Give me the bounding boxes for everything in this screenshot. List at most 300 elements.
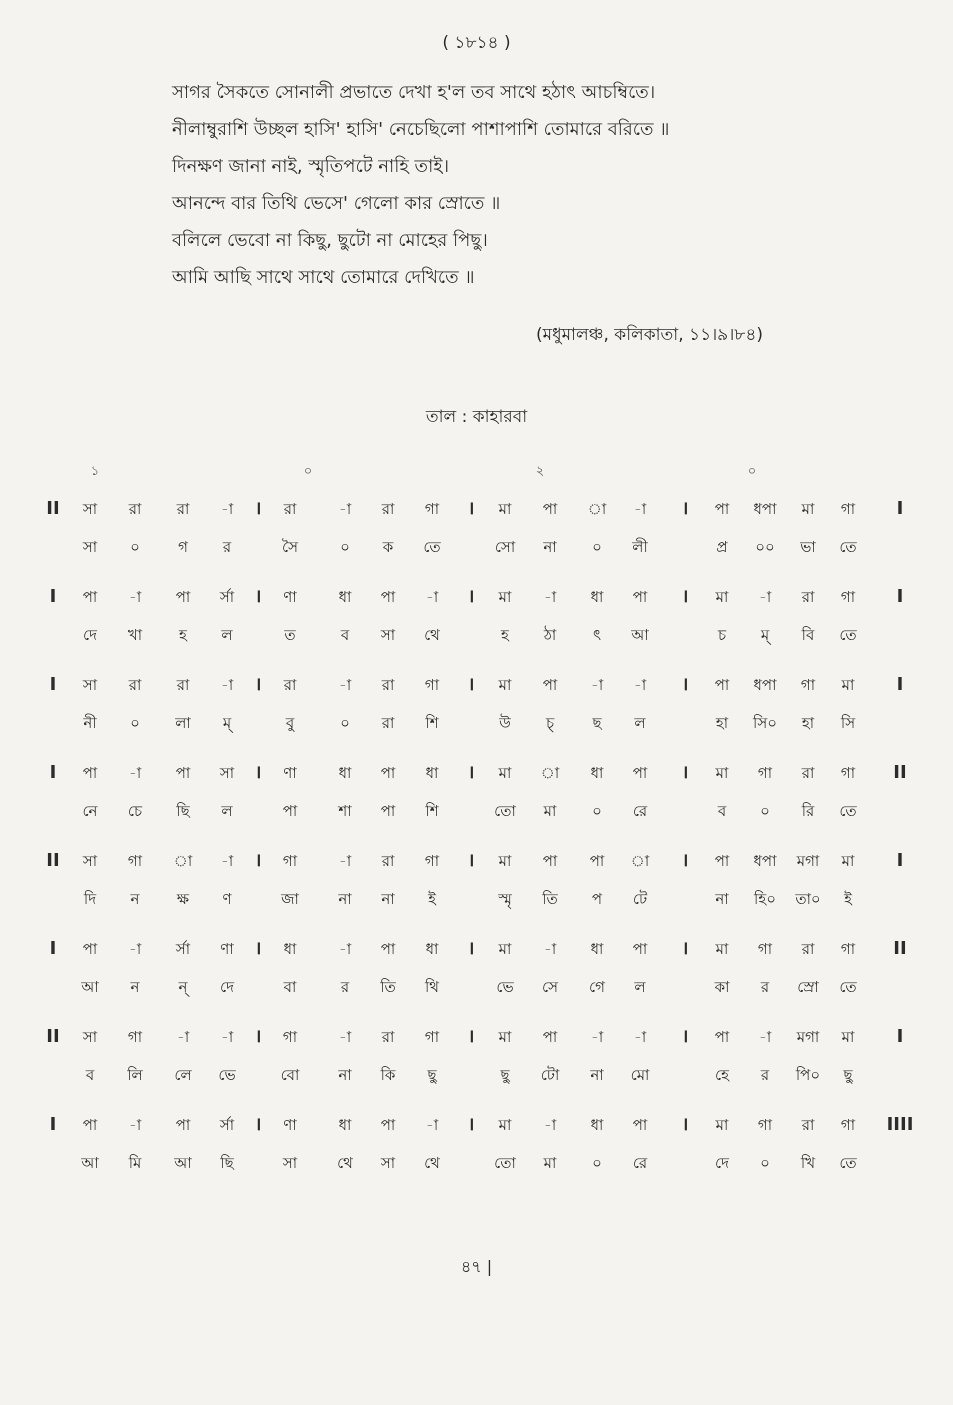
swara-note: ধা <box>283 940 297 958</box>
swara-note: পা <box>175 764 191 782</box>
swara-note: া <box>630 852 650 870</box>
swara-note: -া <box>128 588 142 606</box>
lyric-syllable: সি <box>840 714 856 732</box>
taal-heading: তাল : কাহারবা <box>425 407 528 427</box>
lyric-syllable: না <box>590 1066 604 1084</box>
lyric-syllable: সা <box>380 626 396 644</box>
lyric-syllable: ছু <box>843 1066 853 1084</box>
swara-note: -া <box>338 500 352 518</box>
swara-note: সা <box>82 676 98 694</box>
lyric-syllable: ল <box>634 714 646 732</box>
lyric-syllable: ছু <box>427 1066 437 1084</box>
lyric-syllable: তে <box>839 1154 857 1172</box>
lyric-syllable: ছ <box>592 714 602 732</box>
lyric-syllable: ভা <box>800 538 816 556</box>
lyric-syllable: স্রো <box>797 978 819 996</box>
lyric-syllable: ক্ষ <box>176 890 190 908</box>
bar-line: । <box>254 498 262 519</box>
bar-line: । <box>681 762 689 783</box>
swara-note: গা <box>282 1028 298 1046</box>
swara-note: -া <box>128 940 142 958</box>
bar-line: । <box>254 586 262 607</box>
swara-note: া <box>173 852 193 870</box>
lyric-syllable: না <box>543 538 557 556</box>
lyric-syllable: হে <box>715 1066 729 1084</box>
swara-note: -া <box>220 500 234 518</box>
swara-note: মা <box>841 676 855 694</box>
swara-note: -া <box>425 588 439 606</box>
swara-note: রা <box>801 940 815 958</box>
lyric-syllable: বি <box>801 626 815 644</box>
lyric-syllable: থি <box>424 978 440 996</box>
bar-line: । <box>681 1114 689 1135</box>
swara-note: মা <box>715 764 729 782</box>
swara-note: ধা <box>590 588 604 606</box>
lyric-syllable: ন্ <box>178 978 188 996</box>
swara-note: পা <box>175 1116 191 1134</box>
swara-note: গা <box>424 852 440 870</box>
lyric-syllable: উ <box>499 714 511 732</box>
bar-line: । <box>254 674 262 695</box>
swara-note: -া <box>220 676 234 694</box>
bar-line: । <box>467 586 475 607</box>
lyric-syllable: দে <box>715 1154 729 1172</box>
bar-line: । <box>681 586 689 607</box>
lyric-syllable: জা <box>281 890 299 908</box>
swara-note: র্সা <box>219 1116 235 1134</box>
lyric-syllable: সি০ <box>753 714 777 732</box>
bar-line: । <box>681 1026 689 1047</box>
lyric-syllable: মা <box>543 1154 557 1172</box>
lyric-syllable: না <box>338 1066 352 1084</box>
swara-note: গা <box>282 852 298 870</box>
swara-note: পা <box>380 764 396 782</box>
swara-note: গা <box>800 676 816 694</box>
lyric-syllable: পি০ <box>795 1066 821 1084</box>
lyric-syllable: রা <box>381 714 395 732</box>
poem-line: আমি আছি সাথে সাথে তোমারে দেখিতে ॥ <box>172 267 475 288</box>
swara-note: ণা <box>220 940 234 958</box>
swara-note: গা <box>127 852 143 870</box>
bar-line-start: I <box>49 1114 57 1135</box>
swara-note: মা <box>498 1028 512 1046</box>
beat-mark: ১ <box>90 464 100 479</box>
lyric-syllable: র <box>760 1066 770 1084</box>
source-citation: (মধুমালঞ্চ, কলিকাতা, ১১।৯।৮৪) <box>536 325 763 345</box>
swara-note: পা <box>542 852 558 870</box>
swara-note: গা <box>127 1028 143 1046</box>
swara-note: মগা <box>796 1028 820 1046</box>
swara-note: পা <box>82 764 98 782</box>
lyric-syllable: সা <box>380 1154 396 1172</box>
lyric-syllable: ০ <box>340 538 350 556</box>
swara-note: মা <box>715 588 729 606</box>
lyric-syllable: মি <box>128 1154 142 1172</box>
swara-note: -া <box>128 1116 142 1134</box>
lyric-syllable: ব <box>85 1066 95 1084</box>
swara-note: মা <box>498 852 512 870</box>
lyric-syllable: চ <box>717 626 727 644</box>
lyric-syllable: আ <box>81 1154 99 1172</box>
bar-line-start: II <box>46 850 60 871</box>
lyric-syllable: লী <box>632 538 648 556</box>
lyric-syllable: আ <box>174 1154 192 1172</box>
swara-note: রা <box>128 500 142 518</box>
bar-line: । <box>681 674 689 695</box>
swara-note: পা <box>542 1028 558 1046</box>
lyric-syllable: তে <box>839 978 857 996</box>
lyric-syllable: ০ <box>130 538 140 556</box>
lyric-syllable: বো <box>280 1066 300 1084</box>
swara-note: গা <box>757 764 773 782</box>
bar-line-end: II <box>893 938 907 959</box>
lyric-syllable: ত <box>284 626 296 644</box>
lyric-syllable: থে <box>424 626 440 644</box>
bar-line: । <box>254 850 262 871</box>
bar-line: । <box>681 850 689 871</box>
swara-note: গা <box>424 500 440 518</box>
swara-note: ধপা <box>753 500 777 518</box>
swara-note: মা <box>715 940 729 958</box>
lyric-syllable: ০ <box>130 714 140 732</box>
swara-note: -া <box>590 676 604 694</box>
lyric-syllable: তা০ <box>795 890 821 908</box>
bar-line: । <box>254 762 262 783</box>
lyric-syllable: না <box>715 890 729 908</box>
swara-note: -া <box>425 1116 439 1134</box>
swara-note: রা <box>176 500 190 518</box>
lyric-syllable: ০ <box>340 714 350 732</box>
bar-line: । <box>467 674 475 695</box>
swara-note: মা <box>801 500 815 518</box>
swara-note: রা <box>801 1116 815 1134</box>
lyric-syllable: হা <box>801 714 815 732</box>
swara-note: রা <box>801 588 815 606</box>
lyric-syllable: রে <box>632 802 648 820</box>
lyric-syllable: তে <box>423 538 441 556</box>
lyric-syllable: লি <box>127 1066 143 1084</box>
lyric-syllable: ০ <box>760 1154 770 1172</box>
lyric-syllable: হ <box>179 626 187 644</box>
swara-note: মা <box>498 764 512 782</box>
lyric-syllable: ন <box>130 890 140 908</box>
lyric-syllable: না <box>338 890 352 908</box>
lyric-syllable: চ্ <box>545 714 555 732</box>
lyric-syllable: দে <box>83 626 97 644</box>
lyric-syllable: ল <box>634 978 646 996</box>
lyric-syllable: তে <box>839 538 857 556</box>
swara-note: -া <box>633 500 647 518</box>
lyric-syllable: মো <box>630 1066 650 1084</box>
beat-mark: ২ <box>535 464 545 479</box>
lyric-syllable: হা <box>715 714 729 732</box>
lyric-syllable: বু <box>285 714 295 732</box>
bar-line: । <box>467 762 475 783</box>
bar-line-start: I <box>49 674 57 695</box>
lyric-syllable: ০ <box>760 802 770 820</box>
swara-note: র্সা <box>175 940 191 958</box>
lyric-syllable: ম্ <box>222 714 232 732</box>
swara-note: পা <box>542 676 558 694</box>
swara-note: মা <box>498 676 512 694</box>
swara-note: রা <box>283 500 297 518</box>
swara-note: পা <box>380 940 396 958</box>
lyric-syllable: র <box>340 978 350 996</box>
lyric-syllable: গ <box>178 538 188 556</box>
page-number-top: ( ১৮১৪ ) <box>442 33 511 53</box>
bar-line-start: I <box>49 586 57 607</box>
swara-note: ণা <box>283 588 297 606</box>
swara-note: মা <box>841 1028 855 1046</box>
lyric-syllable: খা <box>127 626 143 644</box>
lyric-syllable: খি <box>800 1154 816 1172</box>
lyric-syllable: ন <box>130 978 140 996</box>
swara-note: পা <box>714 852 730 870</box>
swara-note: রা <box>283 676 297 694</box>
swara-note: পা <box>632 764 648 782</box>
bar-line-end: I <box>896 674 904 695</box>
lyric-syllable: ল <box>221 626 233 644</box>
lyric-syllable: প্র <box>716 538 728 556</box>
lyric-syllable: সা <box>82 538 98 556</box>
bar-line: । <box>254 1114 262 1135</box>
lyric-syllable: গে <box>589 978 605 996</box>
lyric-syllable: তি <box>542 890 558 908</box>
bar-line-end: I <box>896 498 904 519</box>
swara-note: পা <box>82 588 98 606</box>
lyric-syllable: হি০ <box>754 890 776 908</box>
swara-note: ধা <box>338 1116 352 1134</box>
swara-note: মা <box>498 940 512 958</box>
swara-note: পা <box>82 1116 98 1134</box>
swara-note: পা <box>82 940 98 958</box>
poem-line: সাগর সৈকতে সোনালী প্রভাতে দেখা হ'ল তব সাথে হঠাৎ আচম্বিতে। <box>172 82 656 103</box>
swara-note: -া <box>758 1028 772 1046</box>
lyric-syllable: নী <box>83 714 97 732</box>
swara-note: সা <box>219 764 235 782</box>
beat-mark: ০ <box>747 464 757 479</box>
lyric-syllable: ব <box>717 802 727 820</box>
swara-note: ধা <box>590 940 604 958</box>
swara-note: পা <box>632 1116 648 1134</box>
bar-line: । <box>467 498 475 519</box>
bar-line: । <box>681 938 689 959</box>
swara-note: রা <box>381 852 395 870</box>
swara-note: পা <box>380 588 396 606</box>
lyric-syllable: ম্ <box>760 626 770 644</box>
lyric-syllable: প <box>591 890 603 908</box>
lyric-syllable: সো <box>494 538 516 556</box>
poem-line: নীলাম্বুরাশি উচ্ছল হাসি' হাসি' নেচেছিলো পাশাপাশি তোমারে বরিতে ॥ <box>172 119 670 140</box>
lyric-syllable: আ <box>631 626 649 644</box>
lyric-syllable: সা <box>282 1154 298 1172</box>
swara-note: রা <box>381 500 395 518</box>
bar-line-end: I <box>896 850 904 871</box>
swara-note: পা <box>714 1028 730 1046</box>
swara-note: ণা <box>283 1116 297 1134</box>
swara-note: ণা <box>283 764 297 782</box>
lyric-syllable: লা <box>175 714 191 732</box>
lyric-syllable: কি <box>380 1066 396 1084</box>
swara-note: -া <box>338 852 352 870</box>
swara-note: -া <box>176 1028 190 1046</box>
lyric-syllable: না <box>381 890 395 908</box>
swara-note: ধা <box>590 1116 604 1134</box>
lyric-syllable: থে <box>337 1154 353 1172</box>
swara-note: ধা <box>338 764 352 782</box>
swara-note: মা <box>841 852 855 870</box>
lyric-syllable: থে <box>424 1154 440 1172</box>
bar-line: । <box>254 938 262 959</box>
lyric-syllable: ভে <box>496 978 514 996</box>
lyric-syllable: শি <box>425 802 439 820</box>
swara-note: -া <box>590 1028 604 1046</box>
lyric-syllable: ই <box>844 890 852 908</box>
swara-note: পা <box>714 500 730 518</box>
bar-line: । <box>467 1026 475 1047</box>
lyric-syllable: আ <box>81 978 99 996</box>
bar-line-end: IIII <box>886 1114 914 1135</box>
lyric-syllable: সে <box>542 978 558 996</box>
lyric-syllable: লে <box>174 1066 192 1084</box>
swara-note: গা <box>840 764 856 782</box>
swara-note: পা <box>714 676 730 694</box>
swara-note: মা <box>498 500 512 518</box>
poem-line: দিনক্ষণ জানা নাই, স্মৃতিপটে নাহি তাই। <box>172 156 450 177</box>
lyric-syllable: ছি <box>220 1154 234 1172</box>
lyric-syllable: ণ <box>222 890 232 908</box>
poem-line: বলিলে ভেবো না কিছু, ছুটো না মোহের পিছু। <box>172 230 488 251</box>
swara-note: সা <box>82 852 98 870</box>
swara-note: ধা <box>590 764 604 782</box>
lyric-syllable: তে <box>839 802 857 820</box>
swara-note: ধা <box>425 940 439 958</box>
swara-note: পা <box>632 940 648 958</box>
swara-note: গা <box>840 588 856 606</box>
bar-line-start: I <box>49 762 57 783</box>
swara-note: রা <box>801 764 815 782</box>
swara-note: পা <box>175 588 191 606</box>
swara-note: -া <box>633 1028 647 1046</box>
swara-note: গা <box>424 1028 440 1046</box>
lyric-syllable: রি <box>801 802 815 820</box>
lyric-syllable: পা <box>282 802 298 820</box>
swara-note: -া <box>633 676 647 694</box>
lyric-syllable: ই <box>428 890 436 908</box>
swara-note: গা <box>757 1116 773 1134</box>
beat-mark: ০ <box>303 464 313 479</box>
bar-line-start: I <box>49 938 57 959</box>
swara-note: গা <box>757 940 773 958</box>
swara-note: পা <box>542 500 558 518</box>
lyric-syllable: ঠা <box>543 626 557 644</box>
bar-line: । <box>467 938 475 959</box>
lyric-syllable: দে <box>220 978 234 996</box>
lyric-syllable: ছি <box>176 802 190 820</box>
swara-note: র্সা <box>219 588 235 606</box>
lyric-syllable: শা <box>338 802 352 820</box>
lyric-syllable: পা <box>380 802 396 820</box>
swara-note: রা <box>381 1028 395 1046</box>
lyric-syllable: টে <box>632 890 648 908</box>
swara-note: ধা <box>425 764 439 782</box>
lyric-syllable: বা <box>283 978 297 996</box>
lyric-syllable: তো <box>494 1154 516 1172</box>
swara-note: মা <box>498 1116 512 1134</box>
swara-note: গা <box>840 940 856 958</box>
swara-note: গা <box>840 500 856 518</box>
page-number-bottom: ৪৭ | <box>460 1257 493 1276</box>
swara-note: রা <box>381 676 395 694</box>
swara-note: -া <box>338 940 352 958</box>
lyric-syllable: নে <box>82 802 98 820</box>
swara-note: ধপা <box>753 676 777 694</box>
swara-note: সা <box>82 1028 98 1046</box>
bar-line-end: I <box>896 586 904 607</box>
swara-note: -া <box>220 1028 234 1046</box>
swara-note: -া <box>543 588 557 606</box>
lyric-syllable: হ <box>501 626 509 644</box>
lyric-syllable: কা <box>714 978 730 996</box>
swara-note: গা <box>840 1116 856 1134</box>
swara-note: া <box>587 500 607 518</box>
lyric-syllable: ব <box>340 626 350 644</box>
lyric-syllable: তে <box>839 626 857 644</box>
swara-note: ধা <box>338 588 352 606</box>
lyric-syllable: ৎ <box>592 626 602 644</box>
swara-note: া <box>540 764 560 782</box>
lyric-syllable: টো <box>540 1066 560 1084</box>
swara-note: পা <box>589 852 605 870</box>
lyric-syllable: ০ <box>592 802 602 820</box>
swara-note: -া <box>758 588 772 606</box>
bar-line: । <box>681 498 689 519</box>
swara-note: পা <box>632 588 648 606</box>
lyric-syllable: মা <box>543 802 557 820</box>
bar-line: । <box>467 850 475 871</box>
lyric-syllable: ০ <box>592 538 602 556</box>
lyric-syllable: স্মৃ <box>498 890 512 908</box>
bar-line: । <box>467 1114 475 1135</box>
lyric-syllable: ক <box>382 538 394 556</box>
swara-note: সা <box>82 500 98 518</box>
lyric-syllable: চে <box>127 802 143 820</box>
lyric-syllable: ভে <box>218 1066 236 1084</box>
bar-line: । <box>254 1026 262 1047</box>
lyric-syllable: ছু <box>500 1066 510 1084</box>
bar-line-start: II <box>46 498 60 519</box>
lyric-syllable: তো <box>494 802 516 820</box>
lyric-syllable: র <box>760 978 770 996</box>
swara-note: ধপা <box>753 852 777 870</box>
swara-note: মা <box>715 1116 729 1134</box>
swara-note: -া <box>543 1116 557 1134</box>
lyric-syllable: র <box>222 538 232 556</box>
lyric-syllable: ০ <box>592 1154 602 1172</box>
swara-note: গা <box>424 676 440 694</box>
swara-note: রা <box>176 676 190 694</box>
lyric-syllable: তি <box>380 978 396 996</box>
lyric-syllable: ০০ <box>755 538 775 556</box>
lyric-syllable: ল <box>221 802 233 820</box>
bar-line-start: II <box>46 1026 60 1047</box>
bar-line-end: II <box>893 762 907 783</box>
swara-note: রা <box>128 676 142 694</box>
bar-line-end: I <box>896 1026 904 1047</box>
swara-note: -া <box>338 676 352 694</box>
lyric-syllable: রে <box>632 1154 648 1172</box>
lyric-syllable: সৈ <box>282 538 298 556</box>
